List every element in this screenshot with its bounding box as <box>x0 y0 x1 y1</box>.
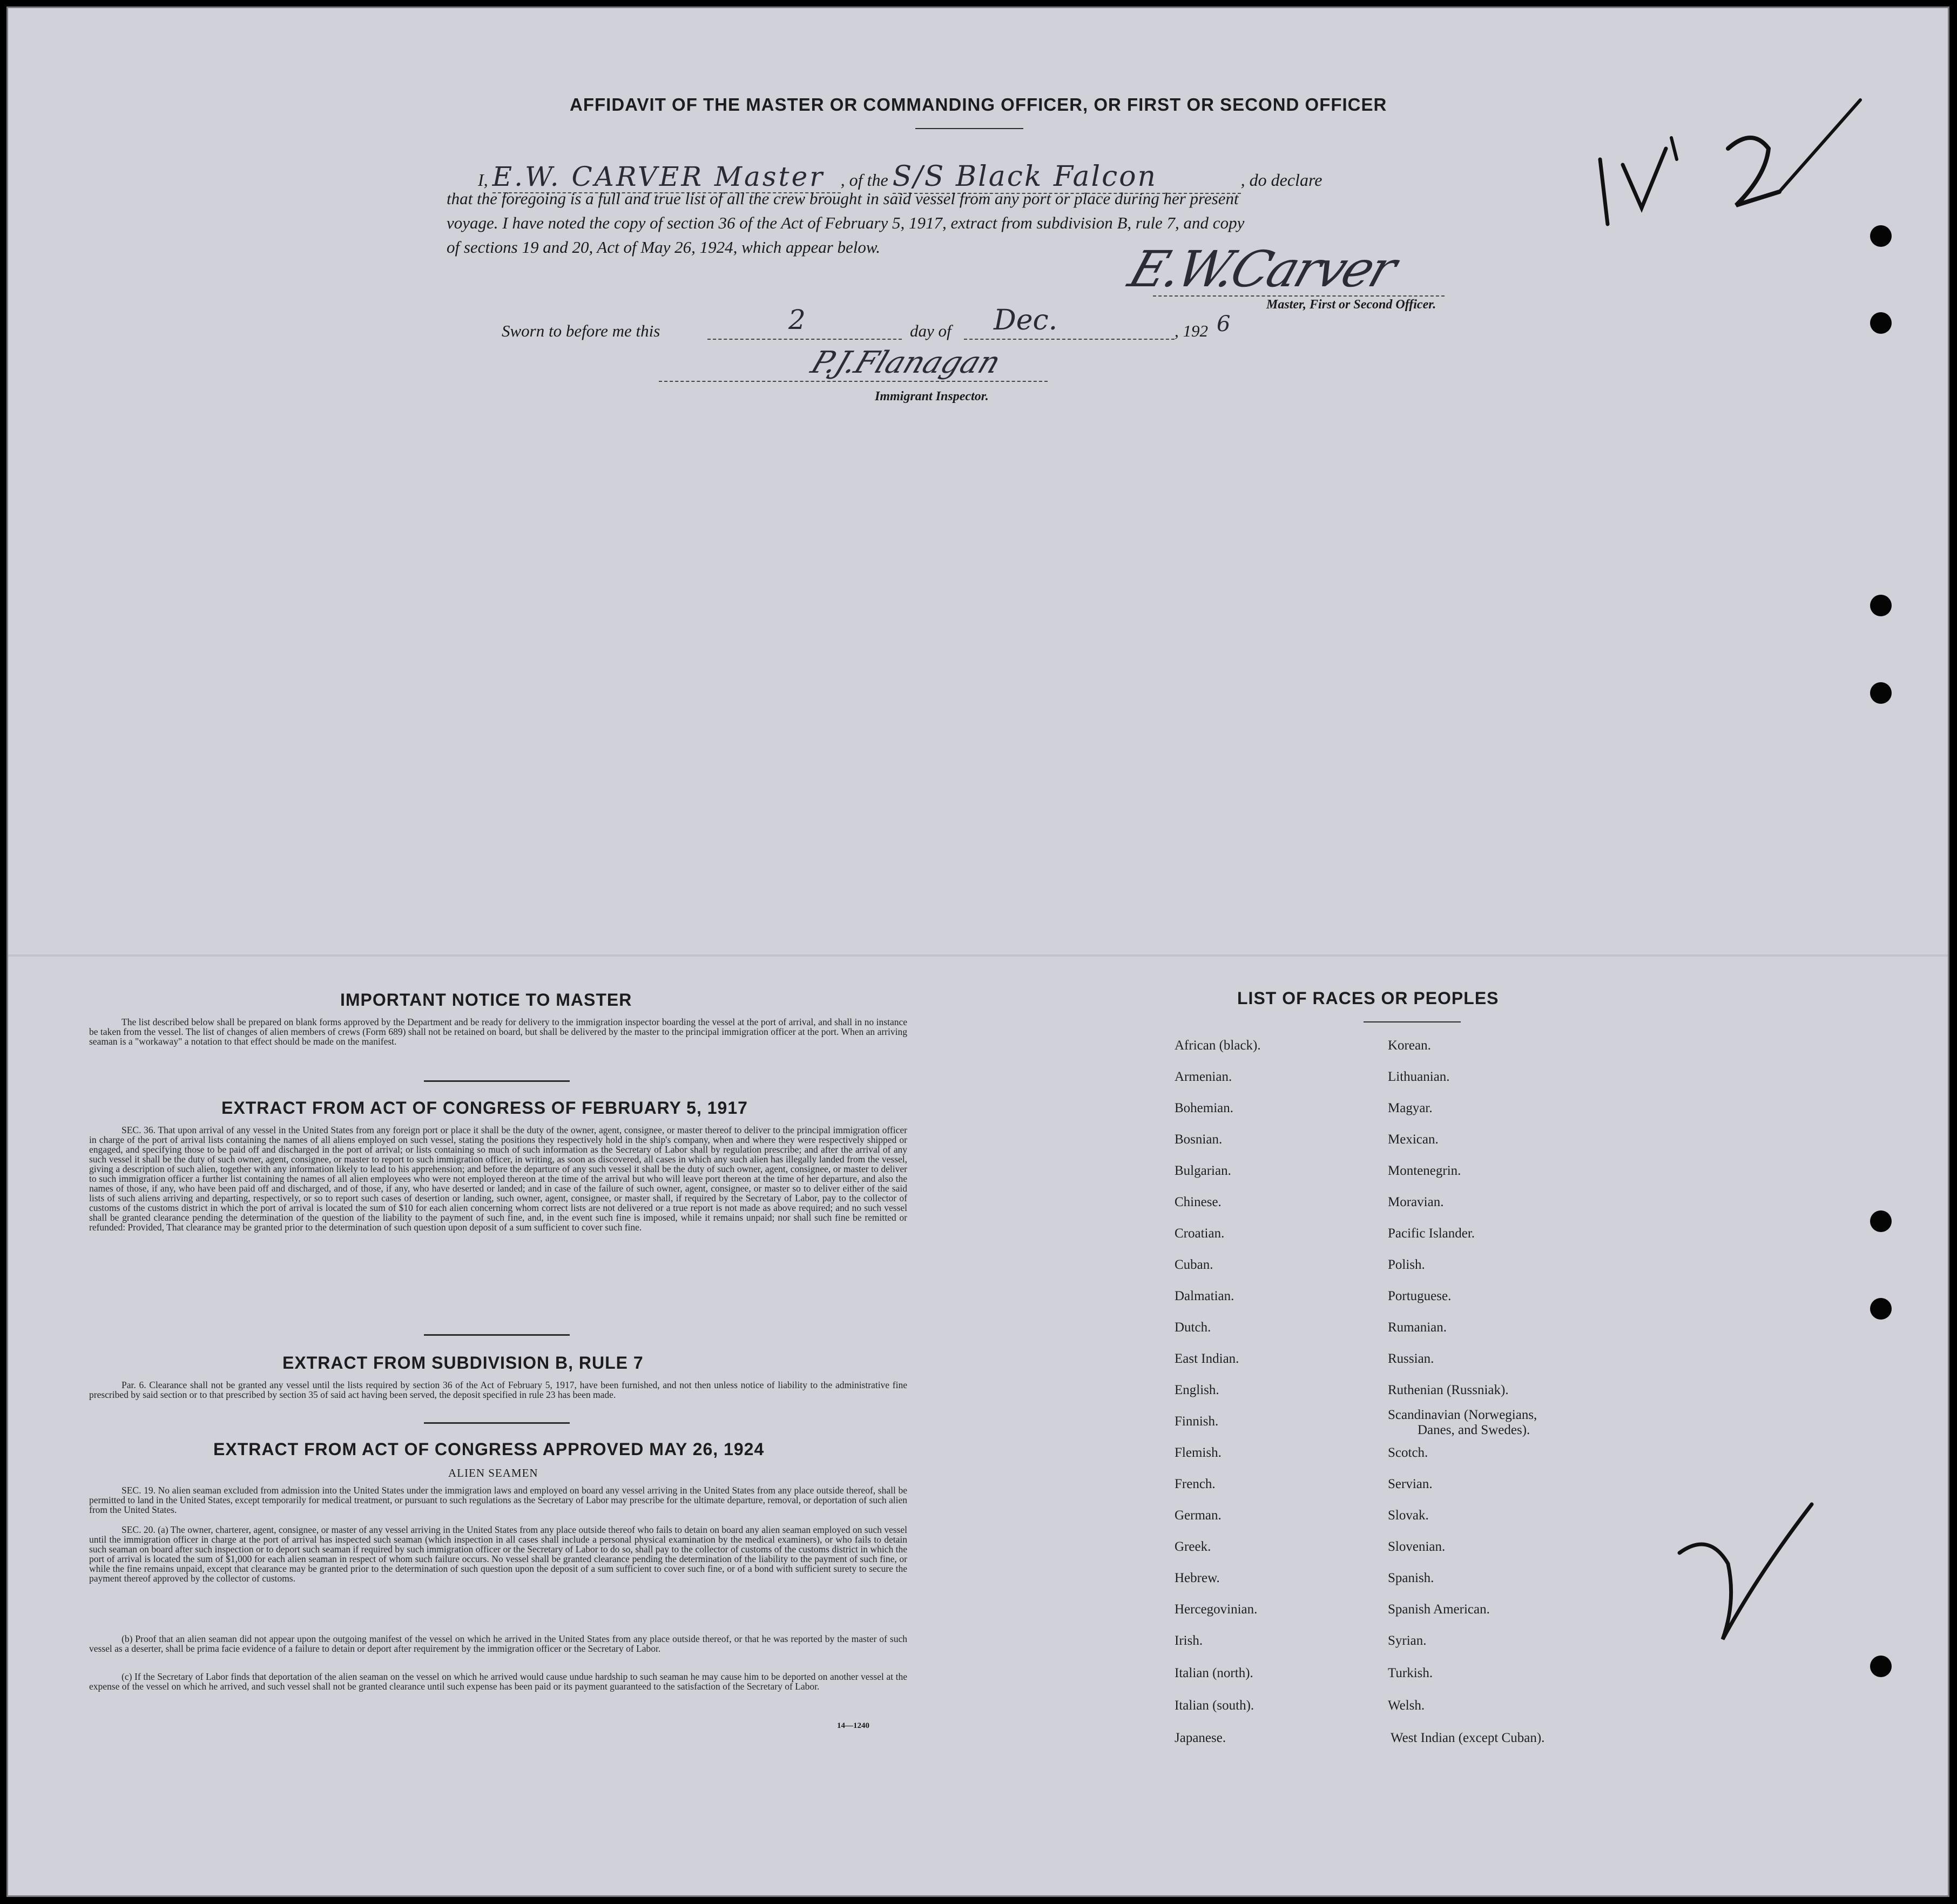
punch-hole <box>1870 1298 1892 1320</box>
race-right: Servian. <box>1388 1477 1433 1491</box>
year-value: 6 <box>1217 312 1231 337</box>
margin-mark <box>1590 89 1871 230</box>
race-left: French. <box>1175 1477 1216 1491</box>
race-right: Rumanian. <box>1388 1320 1447 1335</box>
day-line <box>707 339 902 340</box>
day-value: 2 <box>788 304 806 335</box>
race-left: Dalmatian. <box>1175 1289 1234 1303</box>
race-left: Hercegovinian. <box>1175 1602 1258 1617</box>
inspector-line <box>659 381 1048 382</box>
race-right: Slovenian. <box>1388 1539 1446 1554</box>
race-left: Italian (south). <box>1175 1698 1254 1713</box>
affidavit-line4: of sections 19 and 20, Act of May 26, 1924, which appear below. <box>447 238 881 257</box>
signature-caption: Master, First or Second Officer. <box>1266 298 1436 312</box>
rule7-body: Par. 6. Clearance shall not be granted any vessel until the lists required by section 36 of the Act of February 5, 1917, have been furnished, and not then unless notice of liability to the administrative fine prescribed by said section or to that prescribed by section 35 of said act having been served, the deposit specified in rule 23 has been made. <box>89 1380 907 1400</box>
race-left: Dutch. <box>1175 1320 1211 1335</box>
race-right: Korean. <box>1388 1038 1431 1053</box>
month-line <box>964 339 1175 340</box>
race-right: Pacific Islander. <box>1388 1226 1475 1241</box>
extract-1924-title: EXTRACT FROM ACT OF CONGRESS APPROVED MAY 26, 1924 <box>213 1439 765 1459</box>
race-right: Turkish. <box>1388 1666 1433 1680</box>
race-left: East Indian. <box>1175 1351 1239 1366</box>
document-sheet <box>6 6 1949 1897</box>
punch-hole <box>1870 225 1892 247</box>
race-left: Hebrew. <box>1175 1571 1220 1585</box>
of-the-label: , of the <box>840 170 888 190</box>
race-right: Scandinavian (Norwegians, <box>1388 1408 1537 1422</box>
race-left: Chinese. <box>1175 1195 1222 1209</box>
extract-1924-subtitle: ALIEN SEAMEN <box>448 1466 538 1479</box>
race-right: West Indian (except Cuban). <box>1391 1731 1545 1745</box>
races-rule <box>1364 1021 1461 1022</box>
race-right: Montenegrin. <box>1388 1163 1461 1178</box>
extract-1917-rule <box>424 1334 570 1336</box>
sec20a-body: SEC. 20. (a) The owner, charterer, agent, consignee, or master of any vessel arriving in the United States from any place outside thereof who fails to detain on board any alien seaman employed on such vessel until the immigration officer in charge at the port of arrival has inspected such seaman (which inspection in all cases shall include a personal physical examination by the medical examiners), or who fails to detain such seaman on board after such inspection or to deport such seaman if required by such immigration officer or the Secretary of Labor to do so, shall pay to the collector of customs of the customs district in which the port of arrival is located the sum of $1,000 for each alien seaman in respect of whom such failure occurs. No vessel shall be granted clearance pending the determination of the liability to the payment of such fine, or while the fine remains unpaid, except that clearance may be granted prior to the determination of such question upon the deposit of a sum sufficient to cover such fine, or of a bond with sufficient surety to secure the payment thereof approved by the collector of customs. <box>89 1524 907 1584</box>
race-right: Russian. <box>1388 1351 1434 1366</box>
punch-hole <box>1870 595 1892 616</box>
master-name-field: E.W. CARVER Master <box>492 161 841 193</box>
sec20b-body: (b) Proof that an alien seaman did not appear upon the outgoing manifest of the vessel on which he arrived in the United States from any place outside thereof, or that he was reported by the master of such vessel as a deserter, shall be prima facie evidence of a failure to detain or deport after requirement by the immigration officer or the Secretary of Labor. <box>89 1633 907 1654</box>
race-left: Bosnian. <box>1175 1132 1223 1147</box>
margin-mark-strokes <box>1590 89 1871 230</box>
race-right: Spanish American. <box>1388 1602 1490 1617</box>
vessel-name-field: S/S Black Falcon <box>893 160 1241 194</box>
title-rule <box>915 128 1023 129</box>
sworn-label: Sworn to before me this <box>502 321 660 340</box>
race-right-continued: Danes, and Swedes). <box>1418 1423 1530 1437</box>
month-value: Dec. <box>994 304 1058 337</box>
affidavit-title: AFFIDAVIT OF THE MASTER OR COMMANDING OFFICER, OR FIRST OR SECOND OFFICER <box>570 95 1387 115</box>
race-left: Croatian. <box>1175 1226 1225 1241</box>
extract-1917-body: SEC. 36. That upon arrival of any vessel in the United States from any foreign port or place it shall be the duty of the owner, agent, consignee, or master thereof to deliver to the principal immigration officer in charge of the port of arrival lists containing the names of all aliens employed on such vessel, stating the positions they respectively hold in the ship's company, when and where they were respectively shipped or engaged, and specifying those to be paid off and discharged in the port of arrival; or lists containing so much of such information as the Secretary of Labor shall by regulation prescribe; and after the arrival of any such vessel it shall be the duty of such owner, agent, consignee, or master to report to such immigration officer, in writing, as soon as discovered, all cases in which any such alien has illegally landed from the vessel, giving a description of such alien, together with any information likely to lead to his apprehension; and before the departure of any such vessel it shall be the duty of such owner, agent, consignee, or master to deliver to such immigration officer a further list containing the names of all alien employees who were not employed thereon at the time of the arrival but who will leave port thereon at the time of her departure, and also the names of those, if any, who have been paid off and discharged, and of those, if any, who have deserted or landed; and in case of the failure of such owner, agent, consignee, or master so to deliver either of the said lists of such aliens arriving and departing, respectively, or so to report such cases of desertion or landing, such owner, agent, consignee, or master shall, if required by the Secretary of Labor, pay to the collector of customs of the customs district in which the port of arrival is located the sum of $10 for each alien concerning whom correct lists are not delivered or a true report is not made as above required; and no such vessel shall be granted clearance pending the determination of the question of the liability to the payment of such fine, and, in the event such fine is imposed, while it remains unpaid; nor shall such fine be remitted or refunded: Provided, That clearance may be granted prior to the determination of such question upon deposit of a sum sufficient to cover such fine. <box>89 1125 907 1233</box>
sec20c-body: (c) If the Secretary of Labor finds that deportation of the alien seaman on the vessel on which he arrived would cause undue hardship to such seaman he may cause him to be deported on another vessel at the expense of the vessel on which he arrived, and such vessel shall not be granted clearance until such expense has been paid or its payment guaranteed to the satisfaction of the Secretary of Labor. <box>89 1671 907 1692</box>
punch-hole <box>1870 1656 1892 1677</box>
affidavit-line2: that the foregoing is a full and true list of all the crew brought in said vessel from any port or place during her present <box>447 189 1239 208</box>
race-right: Polish. <box>1388 1257 1425 1272</box>
race-right: Slovak. <box>1388 1508 1429 1523</box>
fold-line <box>8 954 1948 957</box>
race-left: Japanese. <box>1175 1731 1226 1745</box>
race-right: Spanish. <box>1388 1571 1434 1585</box>
race-left: Bohemian. <box>1175 1101 1234 1115</box>
race-left: African (black). <box>1175 1038 1261 1053</box>
punch-hole <box>1870 312 1892 334</box>
race-right: Syrian. <box>1388 1633 1427 1648</box>
punch-hole <box>1870 1210 1892 1232</box>
race-right: Mexican. <box>1388 1132 1439 1147</box>
race-right: Magyar. <box>1388 1101 1433 1115</box>
race-left: Greek. <box>1175 1539 1211 1554</box>
affidavit-line3: voyage. I have noted the copy of section 36 of the Act of February 5, 1917, extract from subdivision B, rule 7, and copy <box>447 213 1245 232</box>
master-signature: E.W.Carver <box>1122 240 1402 298</box>
race-left: Armenian. <box>1175 1069 1232 1084</box>
race-left: Italian (north). <box>1175 1666 1253 1680</box>
race-right: Ruthenian (Russniak). <box>1388 1383 1509 1397</box>
race-left: English. <box>1175 1383 1219 1397</box>
race-left: Finnish. <box>1175 1414 1219 1429</box>
notice-title: IMPORTANT NOTICE TO MASTER <box>340 990 632 1010</box>
check-mark-icon <box>1677 1499 1817 1661</box>
inspector-signature: P.J.Flanagan <box>806 345 1006 380</box>
race-left: Cuban. <box>1175 1257 1213 1272</box>
notice-rule <box>424 1080 570 1082</box>
race-left: Flemish. <box>1175 1445 1222 1460</box>
extract-1917-title: EXTRACT FROM ACT OF CONGRESS OF FEBRUARY 5, 1917 <box>221 1098 748 1118</box>
race-left: Irish. <box>1175 1633 1203 1648</box>
race-right: Welsh. <box>1388 1698 1425 1713</box>
inspector-caption: Immigrant Inspector. <box>875 389 989 403</box>
do-declare-label: , do declare <box>1240 170 1322 190</box>
punch-hole <box>1870 682 1892 704</box>
i-label: I, <box>478 170 488 190</box>
race-right: Lithuanian. <box>1388 1069 1450 1084</box>
signature-line <box>1153 295 1445 297</box>
race-left: German. <box>1175 1508 1222 1523</box>
year-prefix: , 192 <box>1175 321 1208 340</box>
races-title: LIST OF RACES OR PEOPLES <box>1237 988 1499 1008</box>
rule7-rule <box>424 1422 570 1424</box>
race-right: Portuguese. <box>1388 1289 1452 1303</box>
race-right: Moravian. <box>1388 1195 1444 1209</box>
form-number: 14—1240 <box>837 1721 869 1730</box>
race-right: Scotch. <box>1388 1445 1428 1460</box>
notice-body: The list described below shall be prepared on blank forms approved by the Department and be ready for delivery to the immigration inspector boarding the vessel at the port of arrival, and shall in no instance be taken from the vessel. The list of changes of alien members of crews (Form 689) shall not be retained on board, but shall be delivered by the master to the principal immigration officer at the port. When an arriving seaman is a "workaway" a notation to that effect should be made on the manifest. <box>89 1017 907 1047</box>
race-left: Bulgarian. <box>1175 1163 1231 1178</box>
day-of-label: day of <box>910 321 951 340</box>
sec19-body: SEC. 19. No alien seaman excluded from admission into the United States under the immigration laws and employed on board any vessel arriving in the United States from any place outside thereof, shall be permitted to land in the United States, except temporarily for medical treatment, or pursuant to such regulations as the Secretary of Labor may prescribe for the ultimate departure, removal, or deportation of such alien from the United States. <box>89 1485 907 1515</box>
rule7-title: EXTRACT FROM SUBDIVISION B, RULE 7 <box>282 1353 644 1373</box>
